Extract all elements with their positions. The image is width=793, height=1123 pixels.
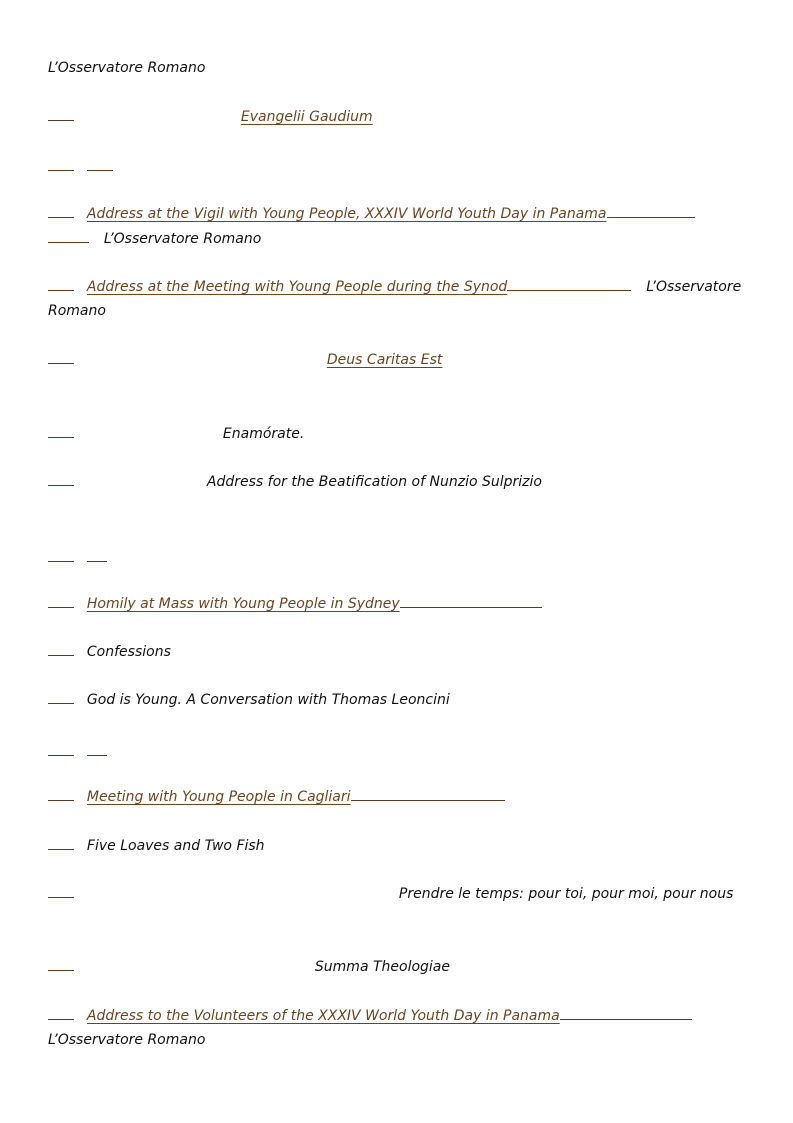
blank-underline <box>48 204 74 218</box>
reference-link[interactable]: Meeting with Young People in Cagliari <box>86 789 351 805</box>
reference-link[interactable]: Address at the Vigil with Young People, XXXIV World Youth Day in Panama <box>86 206 607 222</box>
reference-row-continued <box>48 302 106 320</box>
reference-title: Five Loaves and Two Fish <box>86 838 265 854</box>
blank-underline <box>48 350 74 364</box>
blank-underline <box>48 424 74 438</box>
blank-underline <box>87 548 107 562</box>
trailing-underline <box>351 787 505 801</box>
reference-row <box>48 277 741 296</box>
reference-title: Summa Theologiae <box>314 959 450 975</box>
reference-row <box>48 107 373 126</box>
blank-underline <box>48 690 74 704</box>
source-text: L’Osservatore <box>646 279 742 295</box>
reference-row <box>48 884 733 903</box>
reference-title: Enamórate. <box>222 426 305 442</box>
reference-row <box>48 204 695 223</box>
reference-row <box>48 836 265 855</box>
reference-title: God is Young. A Conversation with Thomas Leoncini <box>86 692 450 708</box>
blank-underline <box>48 229 89 243</box>
source-text: Romano <box>48 303 106 319</box>
blank-underline <box>48 277 74 291</box>
blank-underline <box>48 787 74 801</box>
trailing-underline <box>607 204 695 218</box>
reference-link[interactable]: Address to the Volunteers of the XXXIV World Youth Day in Panama <box>86 1008 560 1024</box>
reference-title: Prendre le temps: pour toi, pour moi, pour nous <box>398 886 734 902</box>
reference-row <box>48 350 442 369</box>
blank-underline <box>48 107 74 121</box>
trailing-underline <box>400 594 542 608</box>
reference-row <box>48 787 505 806</box>
blank-row <box>48 548 107 567</box>
trailing-underline <box>507 277 631 291</box>
blank-underline <box>48 548 74 562</box>
blank-row <box>48 742 107 761</box>
blank-underline <box>48 472 74 486</box>
source-text: L’Osservatore Romano <box>48 1032 206 1048</box>
source-line <box>48 59 205 77</box>
blank-underline <box>48 884 74 898</box>
blank-row <box>48 157 113 176</box>
reference-row <box>48 229 261 248</box>
reference-row <box>48 1006 692 1025</box>
blank-underline <box>48 957 74 971</box>
source-text: L’Osservatore Romano <box>48 60 206 76</box>
reference-row <box>48 424 304 443</box>
source-text: L’Osservatore Romano <box>103 231 262 247</box>
blank-underline <box>48 742 74 756</box>
reference-link[interactable]: Homily at Mass with Young People in Sydney <box>86 596 400 612</box>
blank-underline <box>48 836 74 850</box>
reference-row <box>48 594 542 613</box>
reference-title: Confessions <box>86 644 171 660</box>
reference-row <box>48 472 542 491</box>
reference-row <box>48 690 450 709</box>
reference-link[interactable]: Deus Caritas Est <box>326 352 443 368</box>
blank-underline <box>48 594 74 608</box>
reference-link[interactable]: Address at the Meeting with Young People during the Synod <box>86 279 508 295</box>
reference-row-continued <box>48 1031 205 1049</box>
trailing-underline <box>560 1006 692 1020</box>
reference-row <box>48 957 450 976</box>
blank-underline <box>48 642 74 656</box>
blank-underline <box>87 157 113 171</box>
blank-underline <box>48 1006 74 1020</box>
reference-title: Address for the Beatification of Nunzio Sulprizio <box>206 474 542 490</box>
reference-row <box>48 642 171 661</box>
blank-underline <box>87 742 107 756</box>
blank-underline <box>48 157 74 171</box>
reference-link[interactable]: Evangelii Gaudium <box>240 109 373 125</box>
